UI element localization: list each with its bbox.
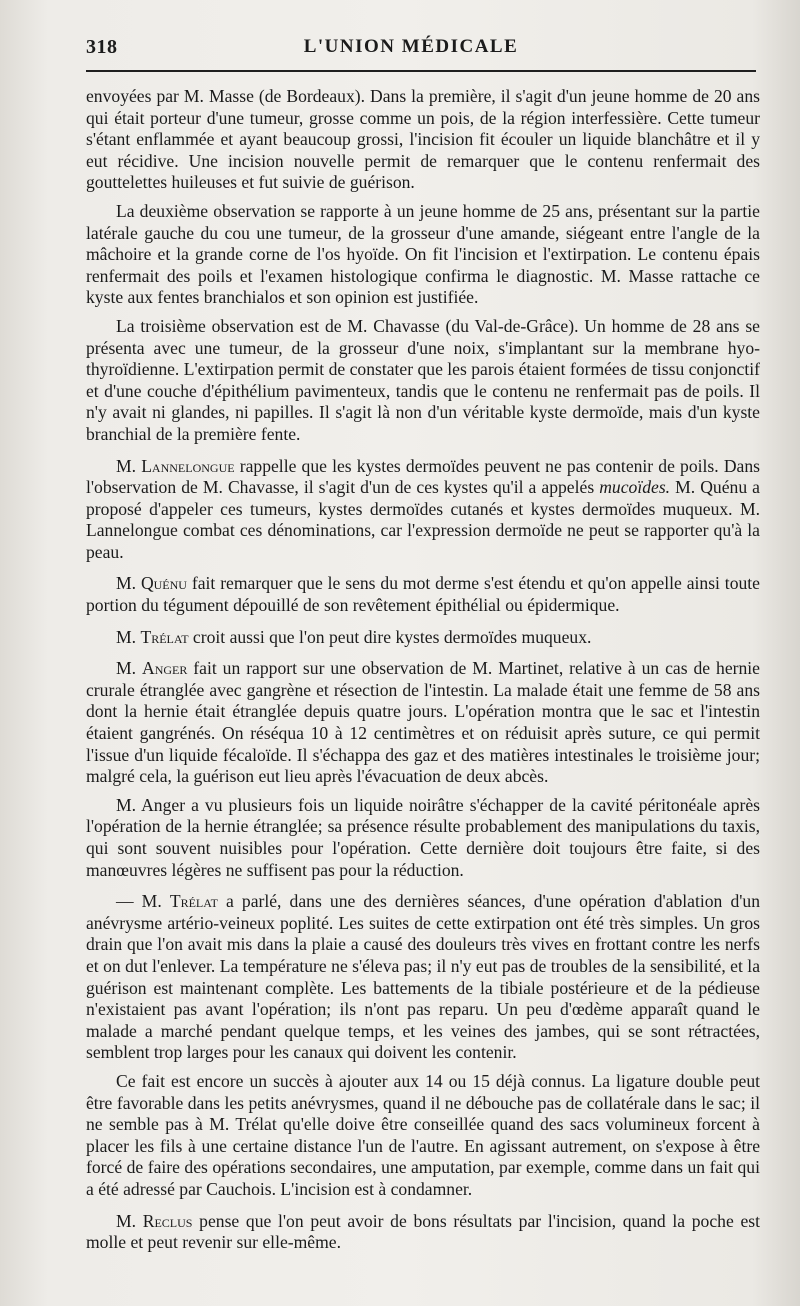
paragraph-anger xyxy=(86,658,760,788)
speaker-name: Reclus xyxy=(142,1210,193,1231)
paragraph-masse-observation-1: envoyées par M. Masse (de Bordeaux). Dans la première, il s'agit d'un jeune homme de 20 ans qui était porteur d'une tumeur, grosse comme un pois, de la région interfessière. Cette tumeur s'étant enflammée et ayant beaucoup grossi, l'incision fit écouler un liquide blanchâtre et il y eut récidive. Une incision nouvelle permit de remarquer que le contenu renfermait des gouttelettes huileuses et fut suivie de guérison. xyxy=(86,86,760,193)
speaker-name: Anger xyxy=(141,658,188,679)
speaker-name: Trélat xyxy=(169,891,218,912)
speaker-prefix: M. xyxy=(116,626,141,647)
paragraph-anger-remark: M. Anger a vu plusieurs fois un liquide noirâtre s'échapper de la cavité péritonéale après l'opération de la hernie étranglée; sa présence résulte probablement des manipulations du taxis, qui sont souvent nuisibles pour l'opération. Cette dernière doit toujours être faite, si des manœuvres légères ne suffisent pas pour la réduction. xyxy=(86,794,760,880)
paragraph-text: M. Quénu a proposé d'appeler ces tumeurs, kystes dermoïdes cutanés et kystes dermoïdes muqueux. M. Lannelongue combat ces dénominations, car l'expression dermoïde ne peut se rapporter qu'à la peau. xyxy=(86,477,760,562)
paragraph-masse-observation-2: La deuxième observation se rapporte à un jeune homme de 25 ans, présentant sur la partie latérale gauche du cou une tumeur, de la grosseur d'une amande, siégeant entre l'angle de la mâchoire et la grande corne de l'os hyoïde. On fit l'incision et l'extirpation. Le contenu épais renfermait des poils et l'examen histologique confirma le diagnostic. M. Masse rattache ce kyste aux fentes branchialos et son opinion est justifiée. xyxy=(86,200,760,308)
speaker-name: Trélat xyxy=(140,626,189,647)
paragraph-lannelongue xyxy=(86,456,760,564)
paragraph-trelat-1 xyxy=(86,627,760,649)
speaker-prefix: M. xyxy=(116,573,141,594)
speaker-prefix: M. xyxy=(116,658,142,679)
paragraph-text: fait un rapport sur une observation de M. Martinet, relative à un cas de hernie crurale étranglée avec gangrène et résection de l'intestin. La malade était une femme de 58 ans dont la hernie était étranglée depuis quatre jours. L'opération montra que le sac et l'intestin étaient gangrénés. On réséqua 10 à 12 centimètres et on réduisit après suture, ce qui permit l'issue d'un liquide fécaloïde. Il s'échappa des gaz et des matières intestinales le troisième jour; malgré cela, la guérison eut lieu après l'évacuation de deux abcès. xyxy=(86,658,760,787)
speaker-prefix: — M. xyxy=(116,891,170,912)
italic-term: mucoïdes. xyxy=(599,477,671,498)
body-text xyxy=(86,86,760,1261)
paragraph-text: pense que l'on peut avoir de bons résultats par l'incision, quand la poche est molle et peut revenir sur elle-même. xyxy=(86,1210,760,1253)
paragraph-text: rappelle que les kystes dermoïdes peuvent ne pas contenir de poils. Dans l'observation de M. Chavasse, il s'agit d'un de ces kystes qu'il a appelés xyxy=(86,455,760,498)
page-number: 318 xyxy=(86,36,118,58)
speaker-name: Lannelongue xyxy=(141,455,235,476)
speaker-prefix: M. xyxy=(116,455,142,476)
paragraph-quenu xyxy=(86,573,760,616)
running-header xyxy=(86,36,756,66)
speaker-name: Quénu xyxy=(140,573,187,594)
paragraph-trelat-aneurysm xyxy=(86,891,760,1064)
paragraph-chavasse-observation: La troisième observation est de M. Chavasse (du Val-de-Grâce). Un homme de 28 ans se présenta avec une tumeur, de la grosseur d'une noix, s'implantant sur la membrane hyo-thyroïdienne. L'extirpation permit de constater que les parois étaient formées de tissu conjonctif et d'une couche d'épithélium pavimenteux, tandis que le contenu ne renfermait pas de poils. Il n'y avait ni glandes, ni papilles. Il s'agit là non d'un véritable kyste dermoïde, mais d'un kyste branchial de la première fente. xyxy=(86,315,760,444)
paragraph-ligature: Ce fait est encore un succès à ajouter aux 14 ou 15 déjà connus. La ligature double peut être favorable dans les petits anévrysmes, quand il ne débouche pas de collatérale dans le sac; il ne semble pas à M. Trélat qu'elle doive être conseillée quand des sacs volumineux forcent à placer les fils à une certaine distance l'un de l'autre. En agissant autrement, on s'expose à être forcé de faire des opérations secondaires, une amputation, par exemple, comme dans un fait qui a été adressé par Cauchois. L'incision est à condamner. xyxy=(86,1070,760,1199)
speaker-prefix: M. xyxy=(116,1210,143,1231)
paragraph-reclus xyxy=(86,1211,760,1254)
paragraph-text: fait remarquer que le sens du mot derme s'est étendu et qu'on appelle ainsi toute portion du tégument dépouillé de son revêtement épithélial ou épidermique. xyxy=(86,573,760,616)
journal-title: L'UNION MÉDICALE xyxy=(303,36,519,57)
header-rule xyxy=(86,70,756,72)
paragraph-text: a parlé, dans une des dernières séances, d'une opération d'ablation d'un anévrysme artério-veineux poplité. Les suites de cette extirpation ont été très simples. Un gros drain que l'on avait mis dans la plaie a causé des douleurs très vives en frottant contre les nerfs et on dut l'enlever. La température ne s'éleva pas; il n'y eut pas de troubles de la sensibilité, et la guérison est maintenant complète. Les battements de la tibiale postérieure et de la pédieuse n'existaient pas avant l'opération; ils n'ont pas reparu. Un peu d'œdème apparaît quand le malade a marché pendant quelque temps, et les veines des jambes, qui se sont rétractées, semblent trop larges pour les canaux qui doivent les contenir. xyxy=(86,891,760,1063)
paragraph-text: croit aussi que l'on peut dire kystes dermoïdes muqueux. xyxy=(188,626,592,647)
